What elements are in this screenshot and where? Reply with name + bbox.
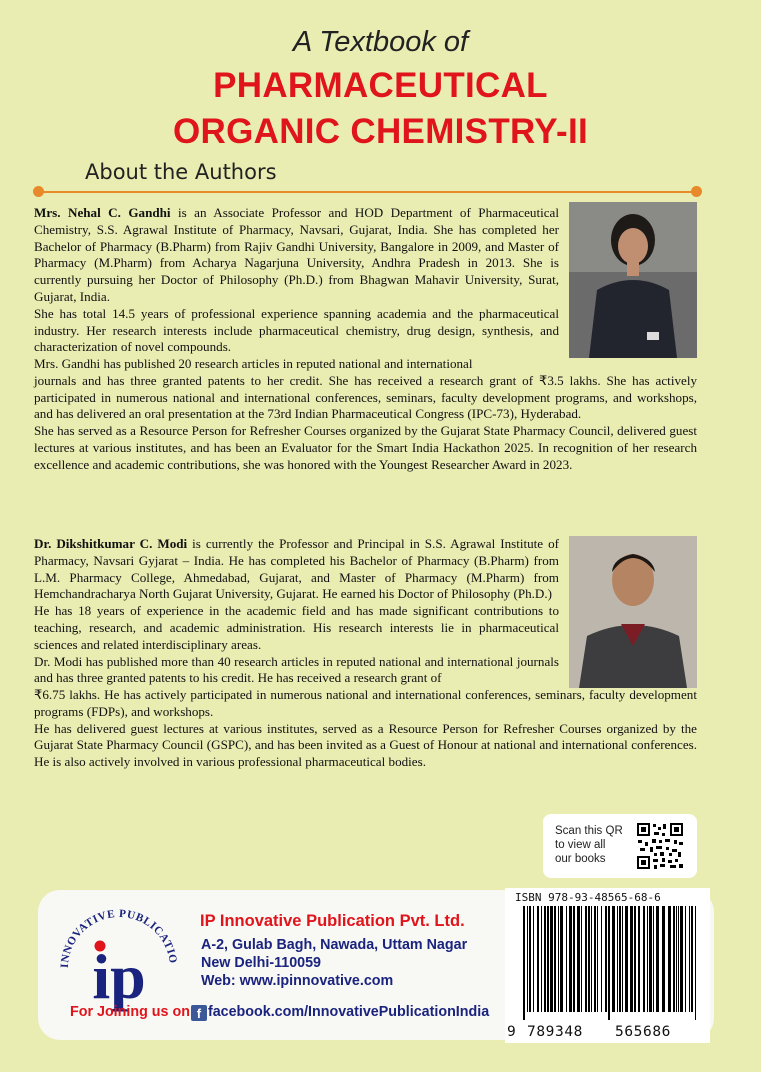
author1-name: Mrs. Nehal C. Gandhi [34,205,171,220]
barcode-bar [560,906,563,1012]
barcode-bar [527,906,528,1012]
barcode-digits-right: 565686 [615,1024,671,1040]
barcode-bar [647,906,648,1012]
barcode-bar [649,906,652,1012]
facebook-icon[interactable]: f [191,1005,207,1021]
facebook-line [70,1004,489,1021]
barcode-bar [625,906,628,1012]
rule-dot-left [33,186,44,197]
author2-para3b: ₹6.75 lakhs. He has actively participated in numerous national and international conferences, seminars, faculty development programs (FDPs), and workshops. [34,687,697,719]
barcode-bars [515,906,703,1020]
qr-box [543,814,697,878]
rule-dot-right [691,186,702,197]
barcode-bar [653,906,654,1012]
author1-bio-bottom [34,356,697,474]
author2-bio-bottom [34,687,697,771]
book-subtitle: A Textbook of [292,26,469,58]
author2-bio-top [34,536,559,687]
barcode-bar [544,906,546,1012]
barcode-bar [569,906,572,1012]
barcode-digits-left: 789348 [527,1024,583,1040]
barcode-bar [695,906,696,1020]
qr-caption: Scan this QR to view all our books [555,825,623,865]
qr-code-icon[interactable] [636,822,684,870]
barcode-bar [668,906,671,1012]
author2-para3a: Dr. Modi has published more than 40 research articles in reputed national and international journals and has three granted patents to his credit. He has received a research grant of [34,653,559,686]
barcode-bar [691,906,693,1012]
author1-para1: is an Associate Professor and HOD Department of Pharmaceutical Chemistry, S.S. Agrawal Institute of Pharmacy, Navsari, Gujarat, India. She has completed her Bachelor of Pharmacy (B.Pharm) from Rajiv Gandhi University, Bangalore in 2009, and Master of Pharmacy (M.Pharm) from Acharya Nagarjuna University, Andhra Pradesh in 2013. She is currently pursuing her Doctor of Philosophy (Ph.D.) from Bhagwan Mahavir University, Surat, Gujarat, India. [34,205,559,304]
barcode-bar [680,906,683,1012]
facebook-label: For Joining us on [70,1004,190,1020]
barcode-bar [622,906,623,1012]
barcode-bar [547,906,549,1012]
author2-photo [569,536,697,688]
logo-ring-text: INNOVATIVE PUBLICATIO [58,907,179,969]
publisher-logo [54,902,184,1020]
author2-para1: is currently the Professor and Principal in S.S. Agrawal Institute of Pharmacy, Navsari Gyjarat – India. He has completed his Bachelor of Pharmacy (B.Pharm) from L.M. Pharmacy College, Ahmedabad, Gujarat, and Master of Pharmacy (M.Pharm) from Hemchandracharya North Gujarat University, Gujarat. He earned his Doctor of Philosophy (Ph.D.) [34,536,560,602]
publisher-website[interactable]: Web: www.ipinnovative.com [201,973,394,989]
author1-para4: She has served as a Resource Person for Refresher Courses organized by the Gujarat State Pharmacy Council, delivered guest lectures at various institutes, and has been an Evaluator for the Smart India Hackathon 2025. In recognition of her research excellence and academic contributions, she was honored with the Youngest Researcher Award in 2023. [34,423,697,472]
book-title-line2: ORGANIC CHEMISTRY-II [173,112,588,151]
barcode-bar [605,906,607,1012]
barcode-bar [554,906,556,1012]
logo-letters: ip [92,941,146,1012]
barcode-bar [594,906,596,1012]
barcode-bar [689,906,690,1012]
barcode-bar [537,906,539,1012]
barcode-bar [541,906,542,1012]
heading-rule [38,191,696,193]
barcode-bar [533,906,534,1012]
isbn-barcode [505,888,710,1043]
barcode-bar [643,906,645,1012]
barcode-bar [662,906,665,1012]
barcode-bar [573,906,575,1012]
barcode-bar [566,906,567,1012]
barcode-bar [591,906,592,1012]
author1-para2: She has total 14.5 years of professional experience spanning academia and the pharmaceutical industry. Her research interests include pharmaceutical chemistry, drug design, synthesis, and characterization of novel compounds. [34,305,559,355]
publisher-name: IP Innovative Publication Pvt. Ltd. [200,912,465,930]
author1-photo [569,202,697,358]
isbn-text: ISBN 978-93-48565-68-6 [515,891,661,904]
barcode-digit-first: 9 [507,1024,517,1040]
publisher-address-line1: A-2, Gulab Bagh, Nawada, Uttam Nagar [201,937,468,953]
barcode-bar [630,906,633,1012]
barcode-bar [673,906,675,1012]
barcode-bar [601,906,602,1012]
barcode-bar [581,906,582,1012]
barcode-bar [577,906,580,1012]
barcode-bar [676,906,677,1012]
barcode-bar [588,906,590,1012]
author2-name: Dr. Dikshitkumar C. Modi [34,536,188,551]
barcode-bar [678,906,679,1012]
barcode-bar [638,906,640,1012]
barcode-bar [685,906,686,1012]
section-heading: About the Authors [85,160,277,184]
barcode-bar [608,906,610,1020]
author1-para3a: Mrs. Gandhi has published 20 research articles in reputed national and international [34,356,473,371]
author1-bio-top [34,205,559,356]
barcode-bar [597,906,598,1012]
barcode-bar [612,906,615,1012]
barcode-bar [634,906,636,1012]
book-title-line1: PHARMACEUTICAL [213,66,548,105]
barcode-bar [619,906,621,1012]
facebook-link[interactable]: facebook.com/InnovativePublicationIndia [207,1004,490,1020]
author2-para2: He has 18 years of experience in the academic field and has made significant contributions to teaching, research, and academic administration. His research interests lie in pharmaceutical sciences and related interdisciplinary areas. [34,603,559,652]
barcode-bar [529,906,531,1012]
barcode-bar [656,906,659,1012]
barcode-bar [558,906,559,1012]
barcode-bar [585,906,587,1012]
publisher-address-line2: New Delhi-110059 [201,955,322,971]
barcode-bar [617,906,618,1012]
barcode-bar [550,906,553,1012]
author2-para4: He has delivered guest lectures at various institutes, served as a Resource Person for Refresher Courses organized by the Gujarat State Pharmacy Council (GSPC), and has been invited as a Guest of Honour at national and international conferences. He is also actively involved in various professional pharmaceutical bodies. [34,720,697,770]
barcode-bar [523,906,525,1020]
author1-para3b: journals and has three granted patents to her credit. She has received a research grant of ₹3.5 lakhs. She has actively participated in numerous national and international conferences, seminars, faculty development programs, and workshops, and has delivered an oral presentation at the 73rd Indian Pharmaceutical Congress (IPC-73), Hyderabad. [34,372,697,422]
